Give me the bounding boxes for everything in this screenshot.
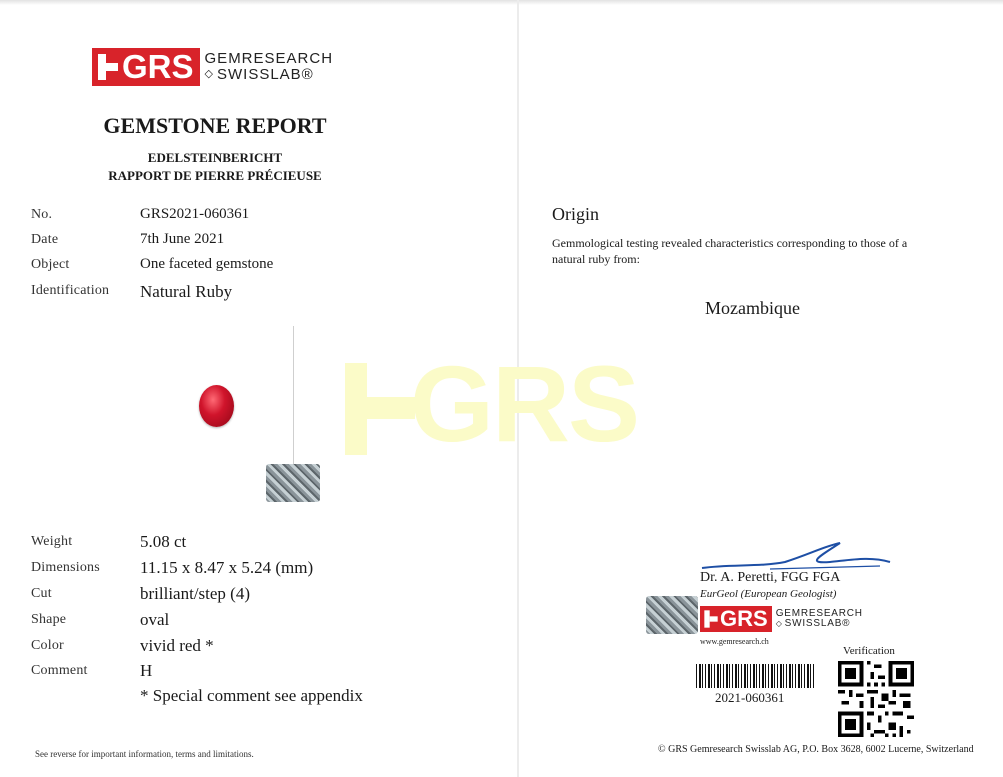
logo-line-1: GEMRESEARCH [204, 50, 334, 68]
barcode-image [696, 664, 816, 688]
origin-heading: Origin [552, 204, 599, 224]
field-value-identification: Natural Ruby [140, 282, 233, 301]
field-label-no: No. [31, 207, 53, 222]
field-label-color: Color [31, 638, 64, 653]
diamond-icon-small: ◇ [775, 619, 783, 629]
field-value-dimensions: 11.15 x 8.47 x 5.24 (mm) [140, 558, 314, 577]
origin-text: Gemmological testing revealed characteristics corresponding to those of a natural ruby from: [552, 236, 908, 266]
grs-logo [92, 48, 333, 86]
divider-line [293, 326, 294, 466]
field-label-shape: Shape [31, 612, 67, 627]
hologram-seal-right [646, 596, 698, 634]
field-label-weight: Weight [31, 534, 73, 549]
logo-mark-icon-small [703, 609, 719, 629]
field-value-shape: oval [140, 610, 170, 629]
hologram-seal [266, 464, 320, 502]
ruby-gem-image [199, 385, 234, 427]
footer-copyright: © GRS Gemresearch Swisslab AG, P.O. Box 3628, 6002 Lucerne, Switzerland [658, 744, 974, 755]
field-label-cut: Cut [31, 586, 52, 601]
report-title: GEMSTONE REPORT [103, 113, 327, 138]
watermark-text: GRS [410, 343, 639, 464]
barcode-number: 2021-060361 [715, 690, 785, 705]
field-value-cut: brilliant/step (4) [140, 584, 251, 603]
website-link[interactable]: www.gemresearch.ch [700, 637, 769, 646]
verification-qr-code[interactable] [838, 661, 914, 737]
origin-country: Mozambique [705, 298, 800, 318]
signatory-name: Dr. A. Peretti, FGG FGA [700, 570, 841, 585]
logo-mark-text: GRS [122, 48, 194, 85]
field-value-color: vivid red * [140, 636, 214, 655]
field-label-date: Date [31, 232, 59, 247]
field-label-comment: Comment [31, 663, 88, 678]
logo-line-2-small: SWISSLAB® [784, 618, 851, 629]
grs-logo-small [700, 606, 863, 632]
logo-mark-text-small: GRS [720, 606, 768, 631]
field-value-no: GRS2021-060361 [140, 206, 250, 222]
signatory-title: EurGeol (European Geologist) [700, 588, 837, 600]
scan-edge [0, 0, 1003, 5]
report-subtitle-fr: RAPPORT DE PIERRE PRÉCIEUSE [108, 168, 322, 183]
logo-mark-icon [96, 52, 120, 82]
field-value-object: One faceted gemstone [140, 256, 274, 272]
field-value-date: 7th June 2021 [140, 231, 225, 247]
logo-line-2: SWISSLAB® [216, 66, 314, 83]
report-subtitle-de: EDELSTEINBERICHT [147, 150, 283, 165]
field-label-identification: Identification [31, 283, 110, 298]
watermark-logo-mark [345, 363, 415, 455]
verification-label: Verification [843, 645, 895, 657]
special-comment-note: * Special comment see appendix [140, 686, 363, 705]
diamond-icon: ◇ [204, 68, 214, 81]
footer-disclaimer: See reverse for important information, terms and limitations. [35, 749, 254, 759]
logo-line-1-small: GEMRESEARCH [775, 607, 863, 619]
field-label-dimensions: Dimensions [31, 560, 100, 575]
field-label-object: Object [31, 257, 70, 272]
field-value-comment: H [140, 661, 153, 680]
field-value-weight: 5.08 ct [140, 532, 187, 551]
